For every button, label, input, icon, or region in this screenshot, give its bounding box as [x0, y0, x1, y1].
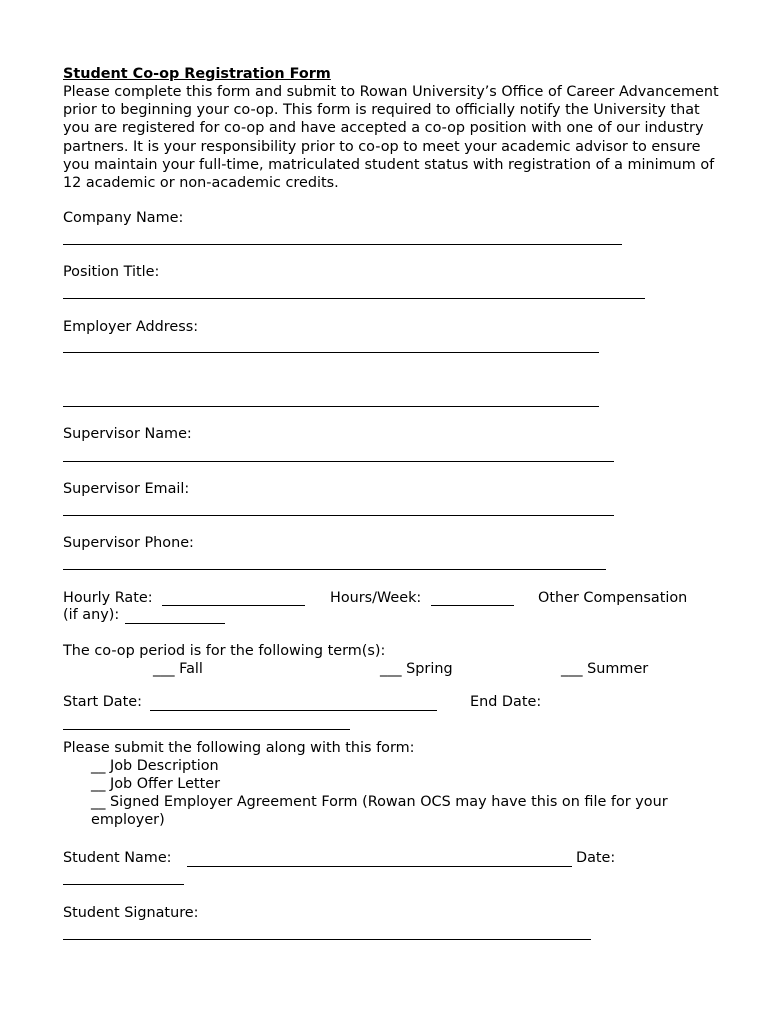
date-label: Date:	[576, 850, 616, 866]
other-compensation-label-cont: (if any):	[63, 607, 120, 623]
other-compensation-line[interactable]	[125, 623, 225, 624]
employer-address-line-2[interactable]	[63, 406, 599, 407]
employer-address-line-1[interactable]	[63, 352, 599, 353]
other-compensation-label: Other Compensation	[538, 590, 688, 606]
supervisor-phone-label: Supervisor Phone:	[63, 535, 194, 551]
hours-week-label: Hours/Week:	[330, 590, 422, 606]
term-fall[interactable]: ___ Fall	[153, 661, 203, 677]
end-date-line[interactable]	[63, 729, 350, 730]
submit-item-employer-agreement[interactable]: __ Signed Employer Agreement Form (Rowan OCS may have this on file for your	[91, 794, 668, 810]
end-date-label: End Date:	[470, 694, 542, 710]
submit-item-employer-agreement-cont: employer)	[91, 812, 165, 828]
supervisor-email-line[interactable]	[63, 515, 614, 516]
form-title: Student Co-op Registration Form	[63, 66, 331, 82]
hours-week-line[interactable]	[431, 605, 514, 606]
hourly-rate-label: Hourly Rate:	[63, 590, 153, 606]
company-name-label: Company Name:	[63, 210, 184, 226]
submit-item-job-description[interactable]: __ Job Description	[91, 758, 219, 774]
submit-prompt: Please submit the following along with this form:	[63, 740, 415, 756]
employer-address-label: Employer Address:	[63, 319, 199, 335]
supervisor-name-line[interactable]	[63, 461, 614, 462]
position-title-label: Position Title:	[63, 264, 160, 280]
form-intro: Please complete this form and submit to Rowan University’s Office of Career Advancement prior to beginning your co-op. This form is required to officially notify the University that you are registered for co-op and have accepted a co-op position with one of our industry partners. It is your responsibility prior to co-op to meet your academic advisor to ensure you maintain your full-time, matriculated student status with registration of a minimum of 12 academic or non-academic credits.	[63, 84, 719, 192]
supervisor-phone-line[interactable]	[63, 569, 606, 570]
hourly-rate-line[interactable]	[162, 605, 305, 606]
term-summer[interactable]: ___ Summer	[561, 661, 649, 677]
start-date-label: Start Date:	[63, 694, 142, 710]
student-signature-line[interactable]	[63, 939, 591, 940]
submit-item-job-offer-letter[interactable]: __ Job Offer Letter	[91, 776, 220, 792]
start-date-line[interactable]	[150, 710, 437, 711]
student-name-line[interactable]	[187, 866, 572, 867]
date-line[interactable]	[63, 884, 184, 885]
supervisor-email-label: Supervisor Email:	[63, 481, 190, 497]
term-prompt: The co-op period is for the following term(s):	[63, 643, 386, 659]
student-name-label: Student Name:	[63, 850, 172, 866]
term-spring[interactable]: ___ Spring	[380, 661, 453, 677]
student-signature-label: Student Signature:	[63, 905, 199, 921]
supervisor-name-label: Supervisor Name:	[63, 426, 192, 442]
company-name-line[interactable]	[63, 244, 622, 245]
position-title-line[interactable]	[63, 298, 645, 299]
